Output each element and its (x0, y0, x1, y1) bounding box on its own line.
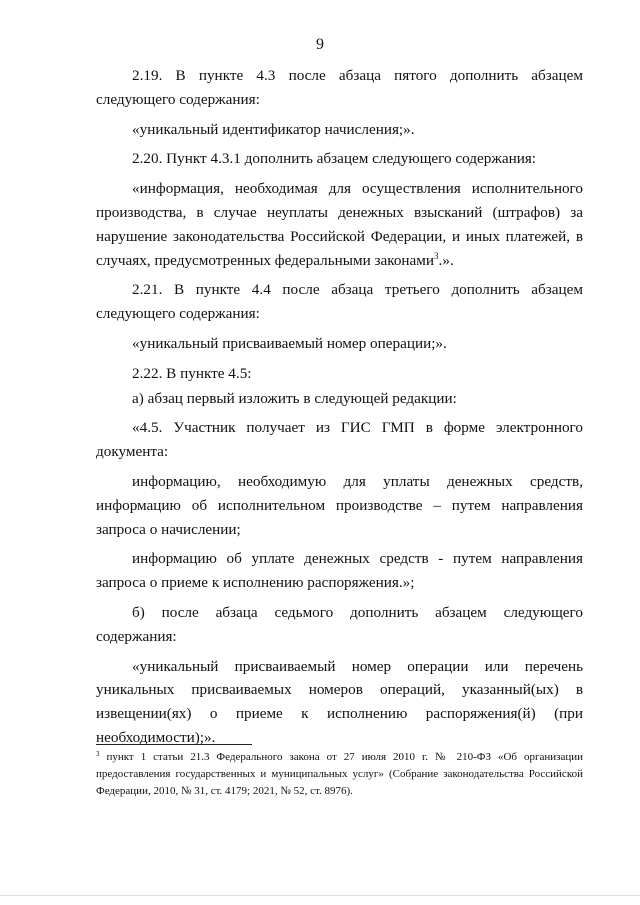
footnote-text: пункт 1 статьи 21.3 Федерального закона от 27 июля 2010 г. № 210-ФЗ «Об организации предоставления государственных и муниципальных услуг» (Собрание законодательства Российской Федерации, 2010, № 31, ст. 4179; 2021, № 52, ст. 8976). (96, 751, 583, 797)
quoted-text-information-end: .». (438, 251, 454, 269)
paragraph-2-20: 2.20. Пункт 4.3.1 дополнить абзацем следующего содержания: (132, 150, 537, 168)
subparagraph-a: а) абзац первый изложить в следующей редакции: (132, 389, 457, 407)
footnote-reference: 3 (434, 250, 439, 261)
quoted-text-4-5: «4.5. Участник получает из ГИС ГМП в форме электронного документа: (96, 419, 583, 461)
quoted-text-identifier: «уникальный идентификатор начисления;». (132, 120, 415, 138)
paragraph-2-22: 2.22. В пункте 4.5: (132, 364, 252, 382)
footnote-marker: 3 (96, 750, 100, 758)
footnote-divider (96, 744, 252, 745)
document-body (96, 64, 583, 750)
subparagraph-b: б) после абзаца седьмого дополнить абзацем следующего содержания: (96, 603, 583, 645)
item-payment-request: информацию об уплате денежных средств - путем направления запроса о приеме к исполнению распоряжения.»; (96, 550, 583, 592)
quoted-text-operation-list: «уникальный присваиваемый номер операции или перечень уникальных присваиваемых номеров операций, указанный(ых) в извещении(ях) о приеме к исполнению распоряжения(й) (при необходимости);». (96, 657, 583, 746)
page-edge-divider (0, 895, 640, 896)
quoted-text-information (96, 177, 583, 272)
footnote (96, 749, 583, 800)
paragraph-2-19: 2.19. В пункте 4.3 после абзаца пятого дополнить абзацем следующего содержания: (96, 67, 583, 108)
paragraph-2-21: 2.21. В пункте 4.4 после абзаца третьего дополнить абзацем следующего содержания: (96, 281, 583, 323)
quoted-text-operation-number: «уникальный присваиваемый номер операции;». (132, 334, 447, 352)
page-number: 9 (316, 36, 324, 53)
quoted-text-information-body: «информация, необходимая для осуществления исполнительного производства, в случае неуплаты денежных взысканий (штрафов) за нарушение законодательства Российской Федерации, и иных платежей, в случаях, предусмотренных федеральными законами (96, 180, 583, 269)
item-accrual-request: информацию, необходимую для уплаты денежных средств, информацию об исполнительном производстве – путем направления запроса о начислении; (96, 472, 583, 538)
